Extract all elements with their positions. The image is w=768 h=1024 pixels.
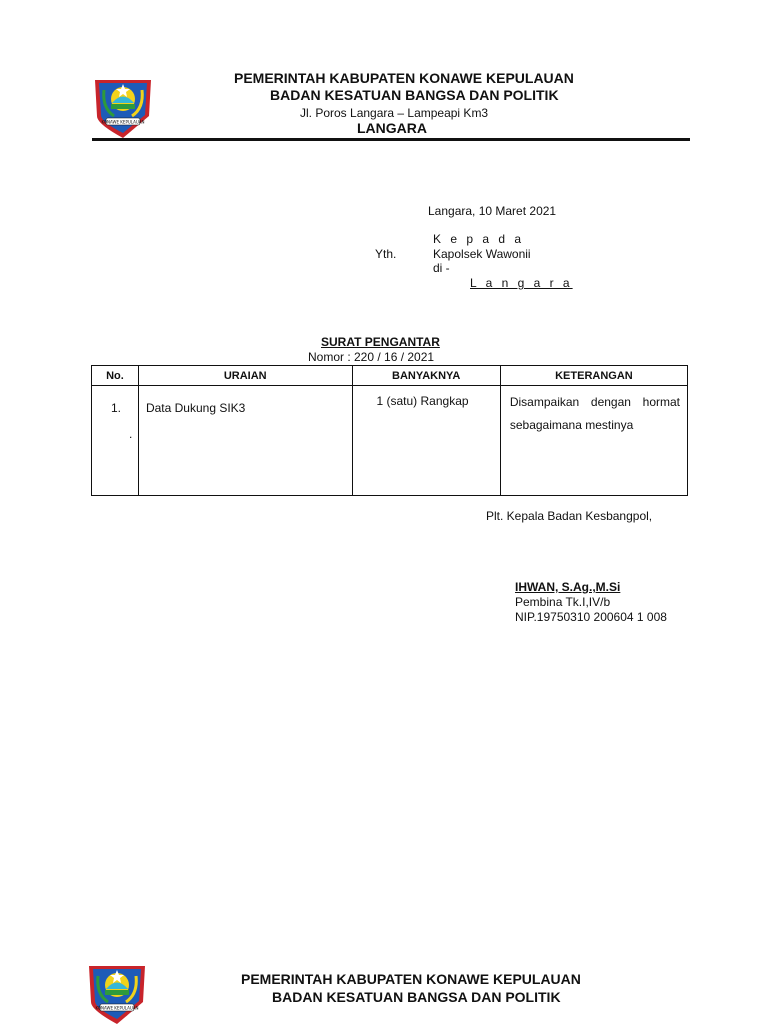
row-number-mark: . [129,427,133,441]
signature-nip: NIP.19750310 200604 1 008 [515,610,667,624]
header-government-name: PEMERINTAH KABUPATEN KONAWE KEPULAUAN [234,70,574,86]
place-text: L a n g a r a [470,276,573,290]
row-uraian: Data Dukung SIK3 [145,401,246,415]
col-header-uraian: URAIAN [138,366,352,386]
logo-ribbon-text: KONAWE KEPULAUAN [101,119,145,125]
cell-uraian [138,386,352,496]
cell-banyaknya [352,386,500,496]
header-city: LANGARA [357,120,427,136]
footer-agency-name: BADAN KESATUAN BANGSA DAN POLITIK [272,989,561,1005]
header-divider [92,138,690,141]
letter-recipient: Kapolsek Wawonii [433,247,531,261]
cell-no [92,386,139,496]
footer-logo-ribbon-text: KONAWE KEPULAUAN [95,1005,139,1011]
col-header-banyaknya: BANYAKNYA [352,366,500,386]
table-header-row [92,366,688,386]
signature-rank: Pembina Tk.I,IV/b [515,595,611,609]
letter-yth: Yth. [375,247,397,261]
letter-place [470,276,573,290]
letter-title: SURAT PENGANTAR [321,335,440,349]
footer-government-name: PEMERINTAH KABUPATEN KONAWE KEPULAUAN [241,971,581,987]
signature-position: Plt. Kepala Badan Kesbangpol, [486,509,653,523]
items-table [91,365,688,496]
cell-keterangan [500,386,687,496]
letter-kepada [433,232,524,246]
kepada-text: K e p a d a [433,232,525,246]
letter-date: Langara, 10 Maret 2021 [428,204,557,218]
signature-name: IHWAN, S.Ag.,M.Si [515,580,621,594]
header-address: Jl. Poros Langara – Lampeapi Km3 [300,106,489,120]
row-keterangan: Disampaikan dengan hormat sebagaimana mestinya [509,395,680,432]
table-row [92,386,688,496]
letter-di: di - [433,261,450,275]
footer-regency-emblem-logo [86,962,148,1024]
row-number: 1. [110,401,121,415]
row-banyaknya: 1 (satu) Rangkap [376,394,469,408]
header-agency-name: BADAN KESATUAN BANGSA DAN POLITIK [270,87,559,103]
col-header-keterangan: KETERANGAN [500,366,687,386]
letter-number: Nomor : 220 / 16 / 2021 [308,350,435,364]
regency-emblem-logo [92,76,154,138]
col-header-no: No. [92,366,139,386]
